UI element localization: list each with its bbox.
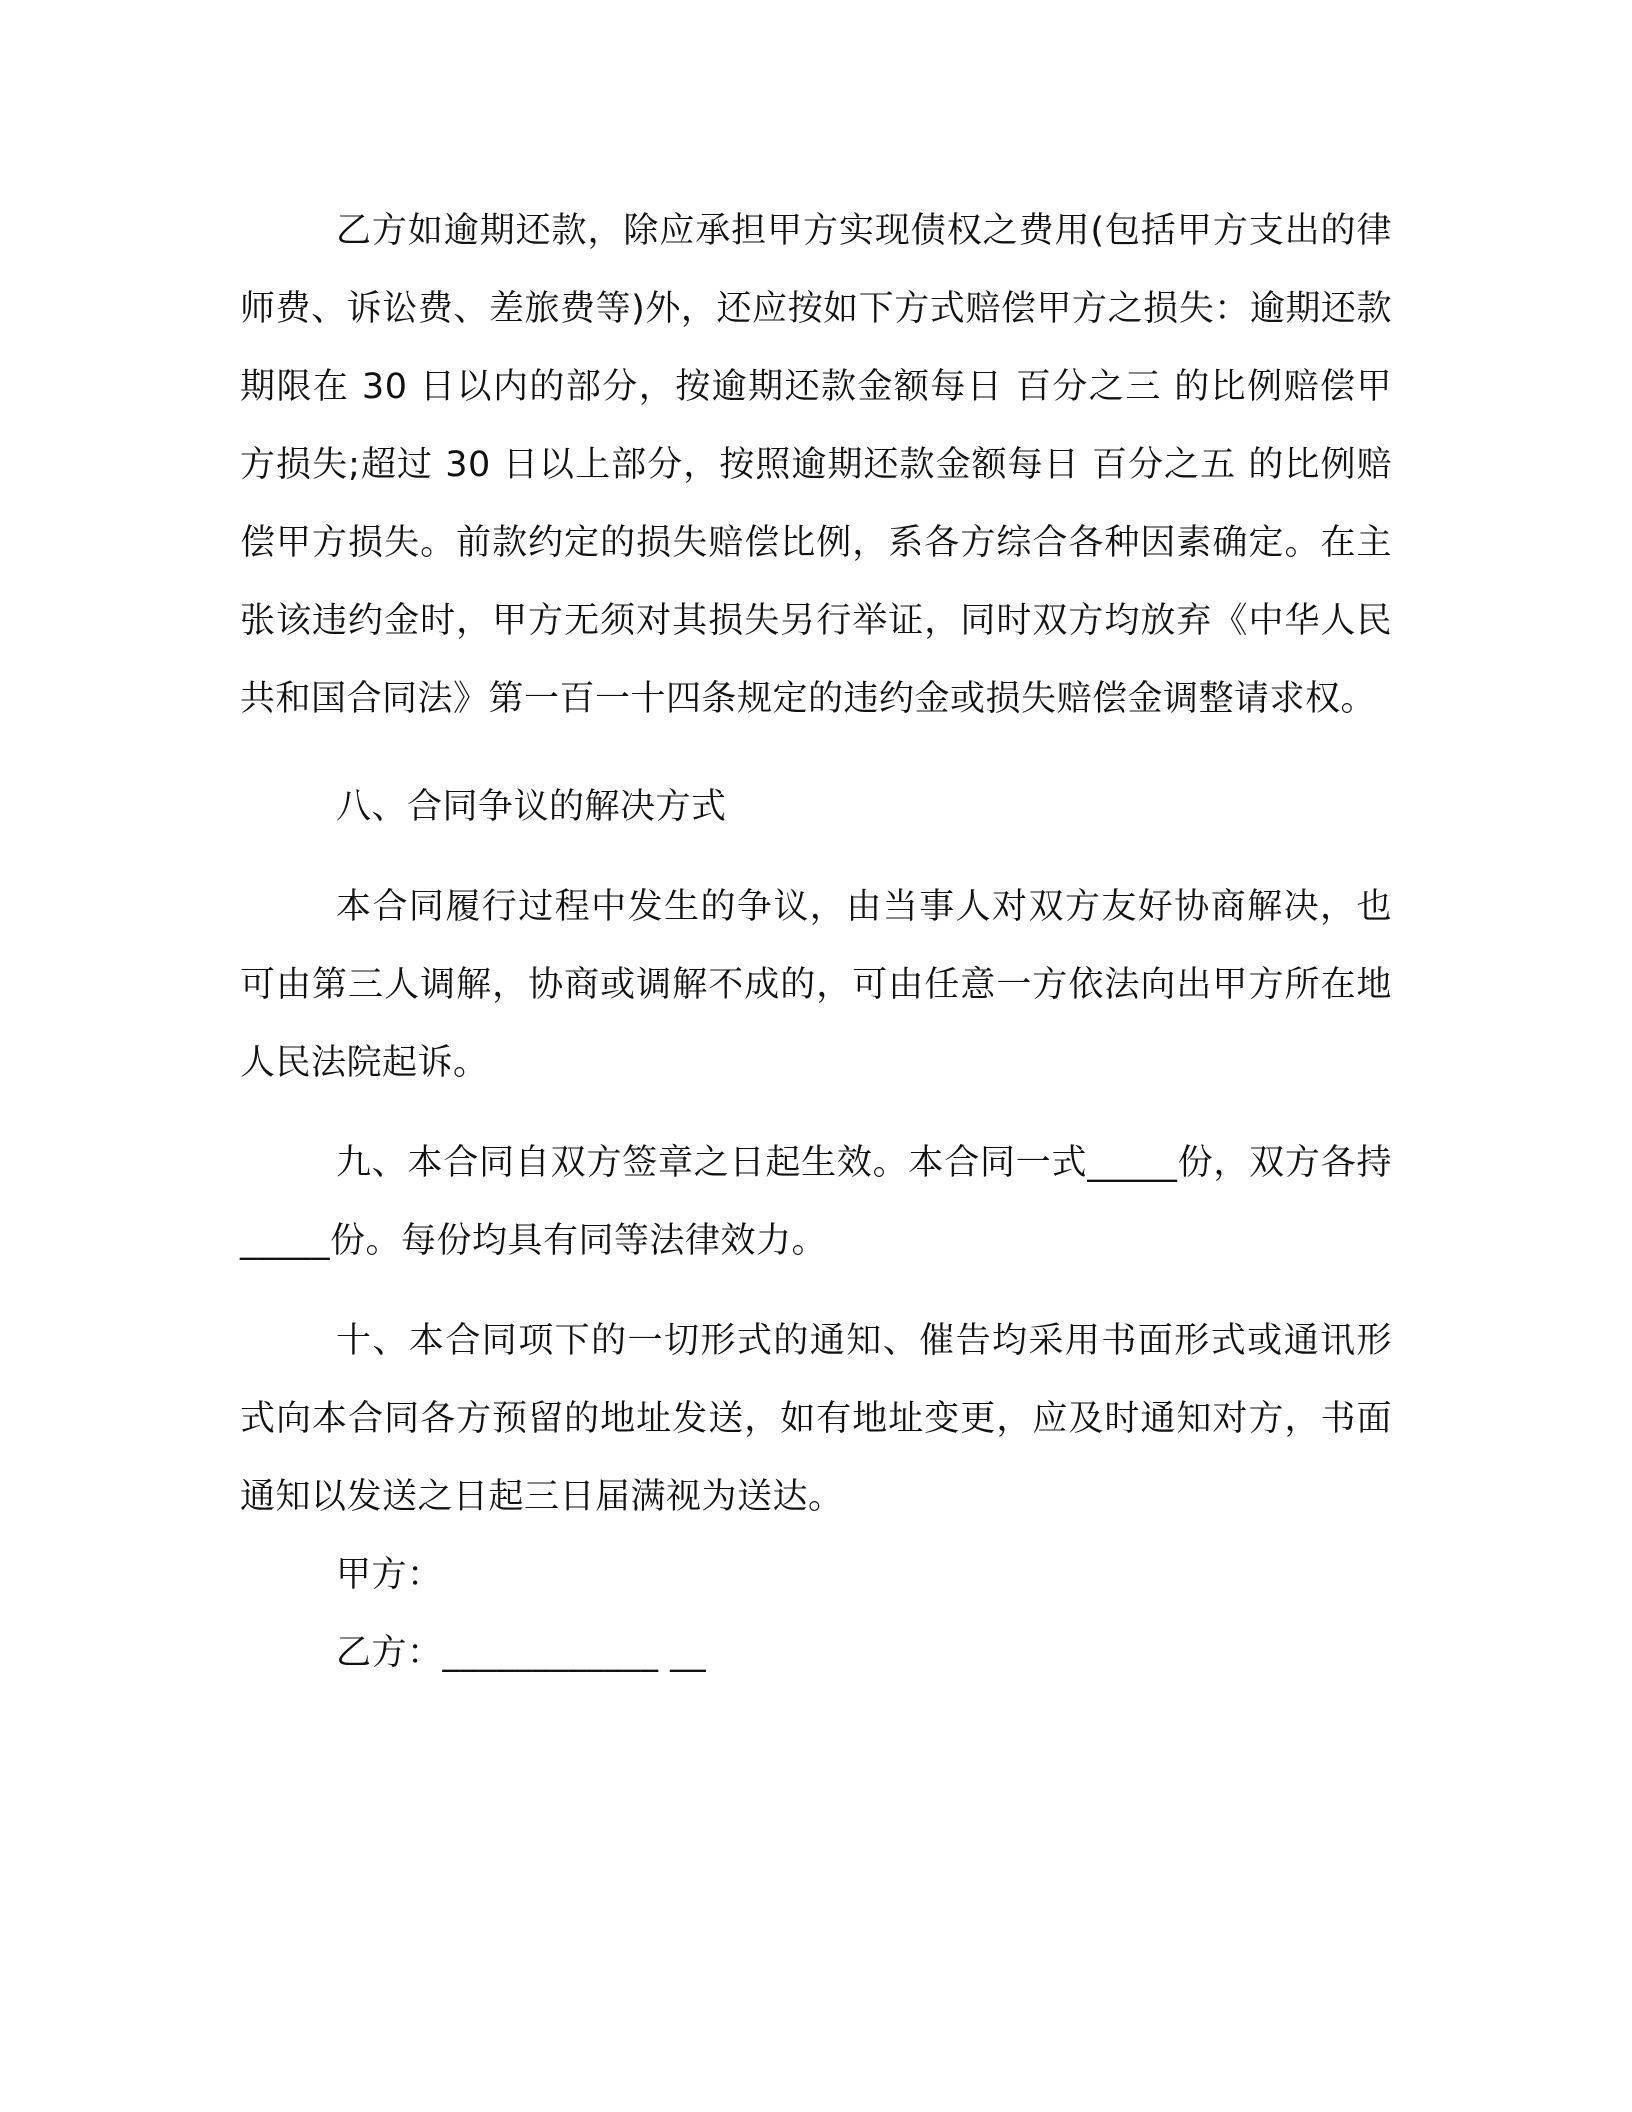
document-body xyxy=(240,192,1392,1692)
paragraph-dispute-resolution: 本合同履行过程中发生的争议，由当事人对双方友好协商解决，也可由第三人调解，协商或调解不成的，可由任意一方依法向出甲方所在地人民法院起诉。 xyxy=(240,887,1392,1083)
paragraph-notices: 十、本合同项下的一切形式的通知、催告均采用书面形式或通讯形式向本合同各方预留的地址发送，如有地址变更，应及时通知对方，书面通知以发送之日起三日届满视为送达。 xyxy=(240,1321,1392,1517)
signature-party-a: 甲方： xyxy=(336,1555,443,1595)
paragraph-effectiveness: 九、本合同自双方签章之日起生效。本合同一式_____份，双方各持_____份。每份均具有同等法律效力。 xyxy=(240,1143,1392,1261)
section-heading-dispute-resolution: 八、合同争议的解决方式 xyxy=(336,787,727,827)
signature-party-b: 乙方：____________ __ xyxy=(336,1633,707,1673)
paragraph-late-repayment: 乙方如逾期还款，除应承担甲方实现债权之费用(包括甲方支出的律师费、诉讼费、差旅费等)外，还应按如下方式赔偿甲方之损失：逾期还款期限在 30 日以内的部分，按逾期还款金额每日 百分之三 的比例赔偿甲方损失;超过 30 日以上部分，按照逾期还款金额每日 百分之五 的比例赔偿甲方损失。前款约定的损失赔偿比例，系各方综合各种因素确定。在主张该违约金时，甲方无须对其损失另行举证，同时双方均放弃《中华人民共和国合同法》第一百一十四条规定的违约金或损失赔偿金调整请求权。 xyxy=(240,211,1392,719)
